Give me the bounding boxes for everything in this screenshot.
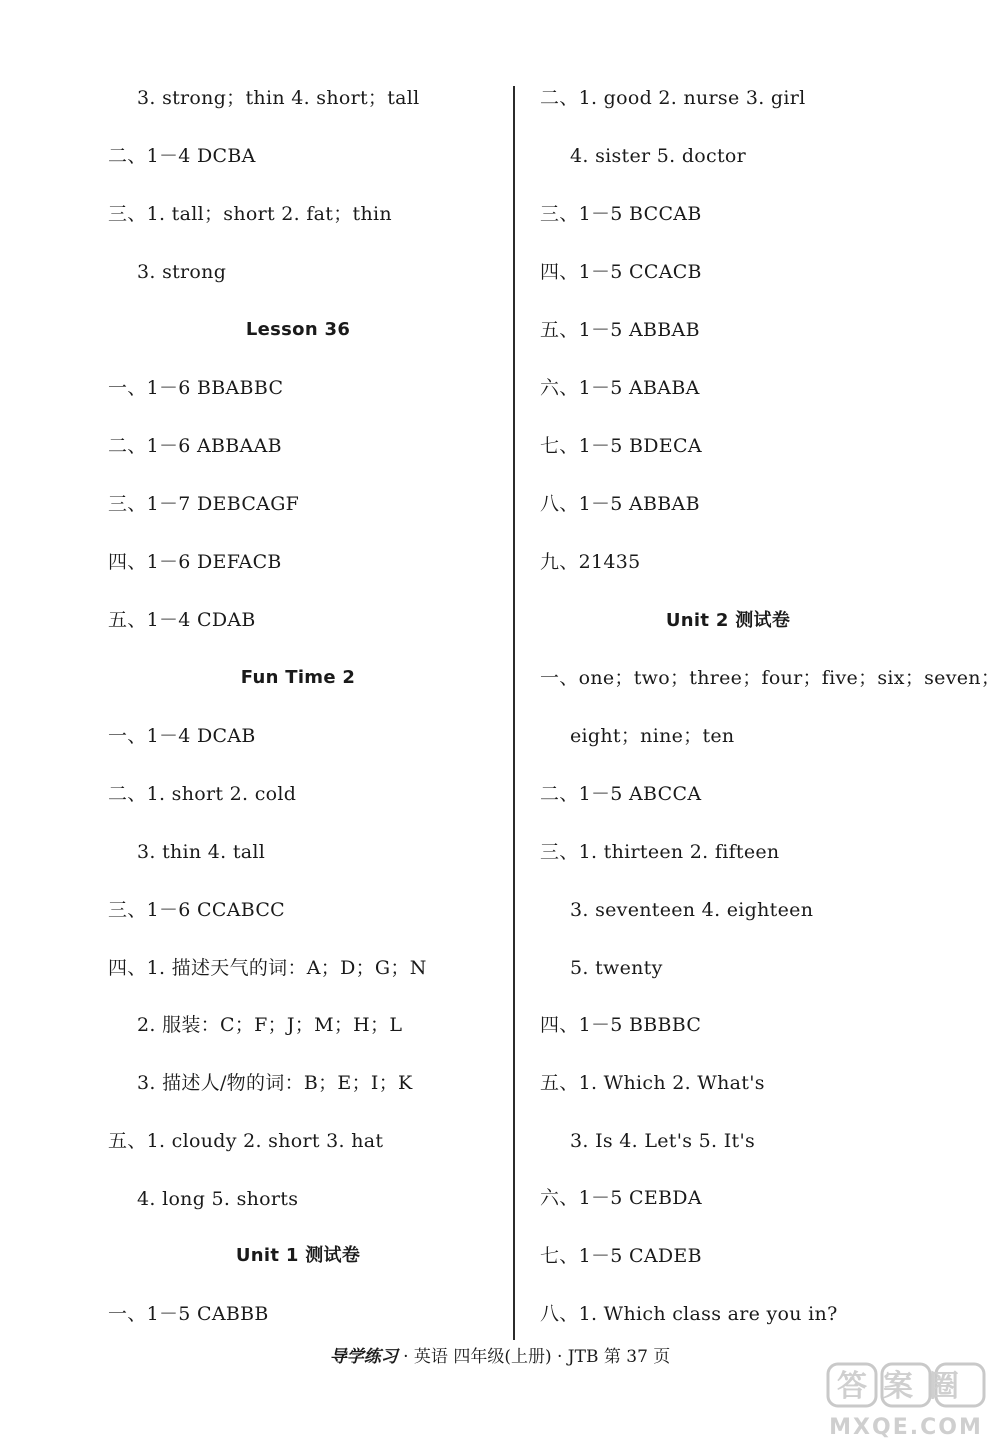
answer-line: 4. sister 5. doctor <box>570 145 747 167</box>
answer-line: 二、1－6 ABBAAB <box>108 435 282 457</box>
footer-info: · 英语 四年级(上册) · JTB 第 37 页 <box>397 1347 671 1367</box>
section-heading: Unit 2 测试卷 <box>665 610 791 631</box>
answer-line: 九、21435 <box>540 551 641 573</box>
answer-line: 一、1－6 BBABBC <box>108 377 284 399</box>
answer-line: 5. twenty <box>570 957 663 979</box>
answer-line: 3. strong；thin 4. short；tall <box>137 87 420 109</box>
answer-line: 六、1－5 ABABA <box>540 377 700 399</box>
answer-line: 五、1. cloudy 2. short 3. hat <box>108 1130 384 1152</box>
answer-line: 四、1. 描述天气的词：A；D；G；N <box>108 957 427 979</box>
section-heading: Unit 1 测试卷 <box>235 1245 361 1266</box>
answer-line: 3. thin 4. tall <box>137 841 266 863</box>
answer-line: 一、one；two；three；four；five；six；seven； <box>540 667 1000 689</box>
answer-line: 2. 服装：C；F；J；M；H；L <box>137 1014 403 1036</box>
answer-line: 3. strong <box>137 261 227 283</box>
watermark-bottom-text: MXQE.COM <box>829 1415 983 1440</box>
answer-line: 四、1－5 CCACB <box>540 261 702 283</box>
footer-brand: 导学练习 <box>329 1347 398 1367</box>
column-divider <box>513 86 515 1340</box>
answer-line: 六、1－5 CEBDA <box>540 1187 702 1209</box>
watermark-logo <box>822 1360 992 1442</box>
answer-line: 三、1－5 BCCAB <box>540 203 702 225</box>
answer-line: 五、1－5 ABBAB <box>540 319 700 341</box>
answer-line: 四、1－6 DEFACB <box>108 551 282 573</box>
section-heading: Fun Time 2 <box>240 667 356 688</box>
answer-line: 3. 描述人/物的词：B；E；I；K <box>137 1072 413 1094</box>
answer-line: 二、1. short 2. cold <box>108 783 297 805</box>
answer-line: 五、1. Which 2. What's <box>540 1072 765 1094</box>
answer-line: eight；nine；ten <box>570 725 735 747</box>
answer-line: 3. seventeen 4. eighteen <box>570 899 814 921</box>
answer-line: 二、1－5 ABCCA <box>540 783 702 805</box>
answer-line: 二、1. good 2. nurse 3. girl <box>540 87 806 109</box>
answer-line: 三、1－7 DEBCAGF <box>108 493 300 515</box>
answer-line: 八、1－5 ABBAB <box>540 493 700 515</box>
watermark-top-text: 答案圈 <box>837 1369 975 1404</box>
answer-line: 三、1. thirteen 2. fifteen <box>540 841 780 863</box>
answer-line: 七、1－5 CADEB <box>540 1245 702 1267</box>
answer-line: 二、1－4 DCBA <box>108 145 256 167</box>
answer-line: 七、1－5 BDECA <box>540 435 702 457</box>
answer-line: 八、1. Which class are you in? <box>540 1303 838 1325</box>
answer-line: 4. long 5. shorts <box>137 1188 299 1210</box>
answer-line: 三、1－6 CCABCC <box>108 899 286 921</box>
answer-line: 五、1－4 CDAB <box>108 609 256 631</box>
answer-line: 一、1－5 CABBB <box>108 1303 269 1325</box>
answer-line: 3. Is 4. Let's 5. It's <box>570 1130 756 1152</box>
answer-line: 三、1. tall；short 2. fat；thin <box>108 203 392 225</box>
answer-line: 四、1－5 BBBBC <box>540 1014 702 1036</box>
answer-line: 一、1－4 DCAB <box>108 725 256 747</box>
section-heading: Lesson 36 <box>245 319 351 340</box>
